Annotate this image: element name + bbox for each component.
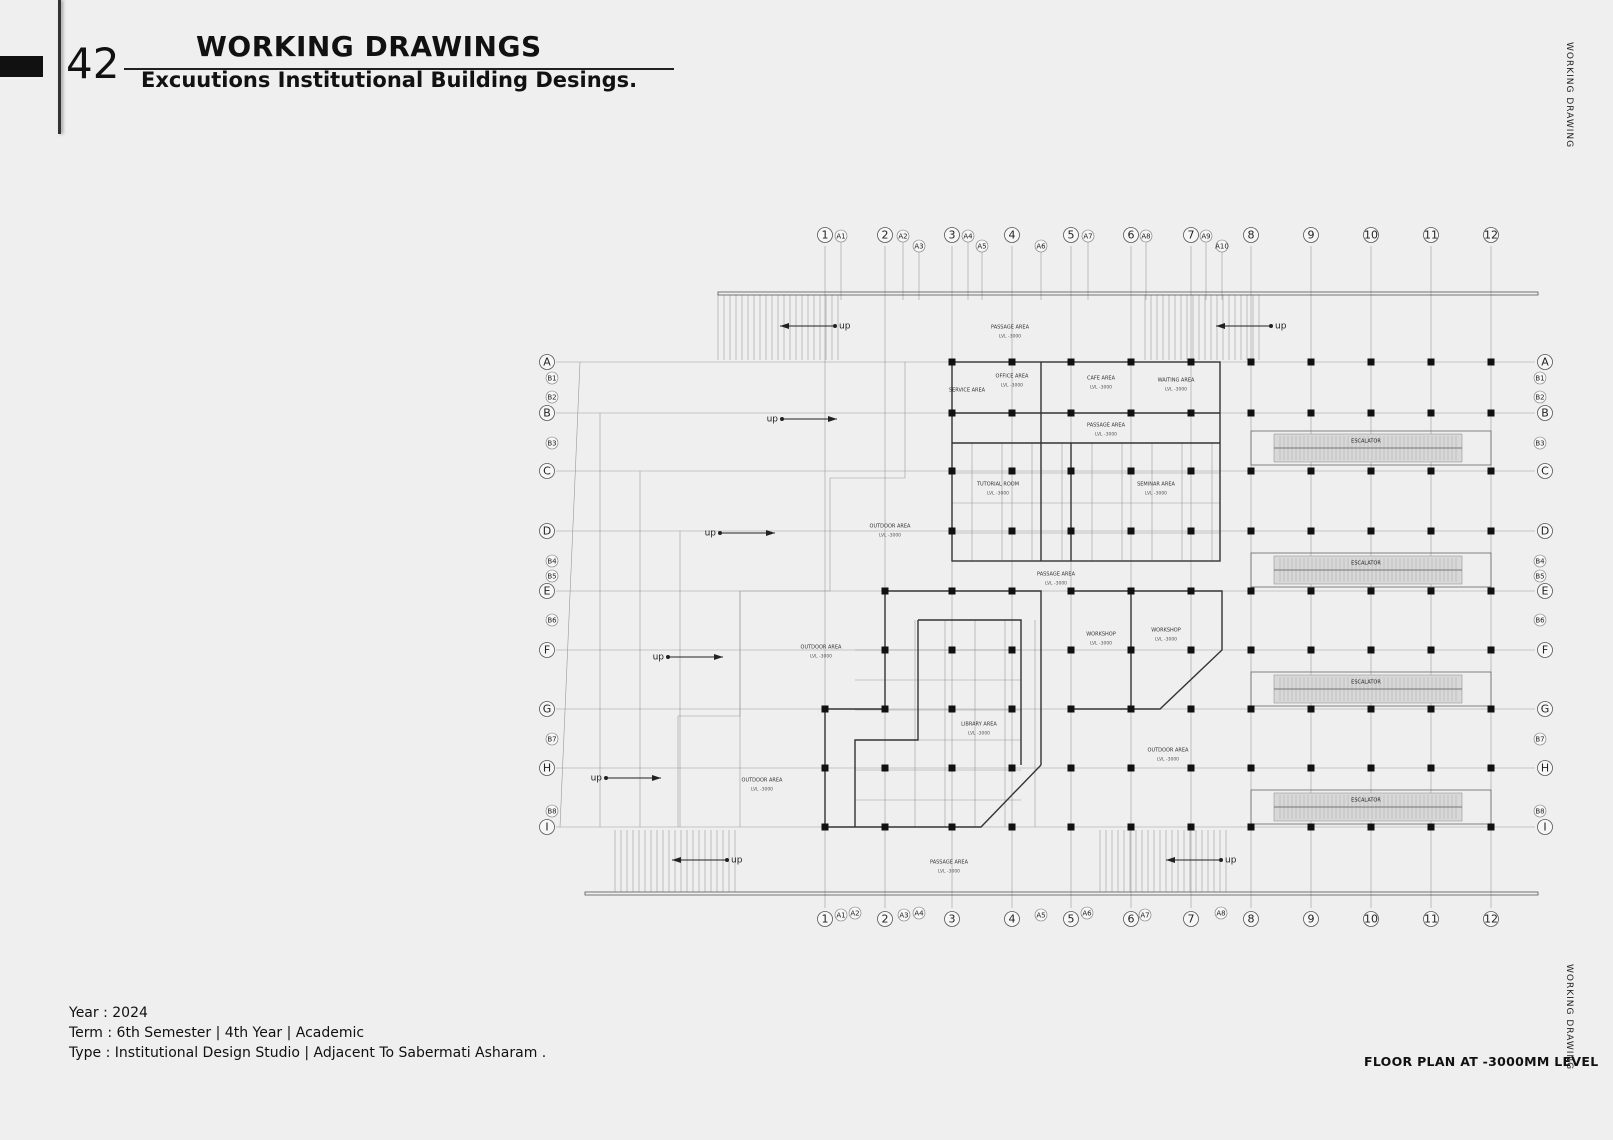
structural-column [1188, 468, 1195, 475]
structural-column [1248, 824, 1255, 831]
room-level-16: LVL -3000 [1156, 757, 1180, 763]
structural-column [822, 765, 829, 772]
side-label-bottom: WORKING DRAWING [1564, 964, 1574, 1071]
grid-label-top-11: 11 [1424, 228, 1438, 242]
subgrid-label-left-B1: B1 [547, 374, 557, 383]
grid-label-top-6: 6 [1127, 228, 1135, 242]
room-name-8: SEMINAR AREA [1137, 481, 1175, 488]
grid-label-bottom-8: 8 [1247, 912, 1255, 926]
structural-column [1428, 588, 1435, 595]
structural-column [1248, 647, 1255, 654]
stair-arrowhead [1216, 323, 1225, 329]
grid-label-right-G: G [1540, 702, 1550, 716]
stair-up-label-7: up [731, 855, 743, 866]
room-level-7: LVL -3000 [986, 491, 1010, 497]
structural-column [1188, 824, 1195, 831]
structural-column [1308, 468, 1315, 475]
lower-block-wall [885, 591, 1041, 765]
subgrid-label-right-B2: B2 [1535, 393, 1545, 402]
grid-label-top-4: 4 [1008, 228, 1016, 242]
room-name-12: WORKSHOP [1151, 627, 1181, 634]
room-level-11: LVL -3000 [1089, 641, 1113, 647]
subgrid-label-top-A3: A3 [914, 242, 924, 251]
grid-label-bottom-6: 6 [1127, 912, 1135, 926]
room-name-11: WORKSHOP [1086, 631, 1116, 638]
room-name-5: SERVICE AREA [948, 387, 986, 394]
structural-column [949, 528, 956, 535]
stair-arrowhead [828, 416, 837, 422]
stair-arrowhead [780, 323, 789, 329]
subgrid-label-left-B5: B5 [547, 572, 557, 581]
subgrid-label-right-B1: B1 [1535, 374, 1545, 383]
structural-column [1009, 588, 1016, 595]
structural-column [949, 824, 956, 831]
grid-label-bottom-9: 9 [1307, 912, 1315, 926]
grid-label-right-E: E [1541, 584, 1549, 598]
structural-column [1488, 588, 1495, 595]
structural-column [1248, 765, 1255, 772]
subgrid-label-bottom-A1: A1 [836, 911, 846, 920]
structural-column [1068, 588, 1075, 595]
structural-column [1128, 765, 1135, 772]
stair-arrowhead [652, 775, 661, 781]
structural-column [1248, 410, 1255, 417]
room-name-15: OUTDOOR AREA [741, 777, 783, 784]
structural-column [1368, 359, 1375, 366]
subgrid-label-top-A4: A4 [963, 232, 973, 241]
structural-column [949, 410, 956, 417]
structural-column [949, 588, 956, 595]
subgrid-label-left-B3: B3 [547, 439, 557, 448]
room-name-6: PASSAGE AREA [1087, 422, 1125, 429]
structural-column [1428, 468, 1435, 475]
room-name-4: WAITING AREA [1157, 377, 1195, 384]
structural-column [1128, 528, 1135, 535]
grid-label-left-E: E [543, 584, 551, 598]
subgrid-label-left-B8: B8 [547, 807, 557, 816]
grid-label-top-10: 10 [1364, 228, 1378, 242]
structural-column [1428, 647, 1435, 654]
project-term: Term : 6th Semester | 4th Year | Academic [69, 1025, 365, 1041]
side-label-top: WORKING DRAWING [1564, 42, 1574, 149]
stair-up-label-3: up [766, 414, 778, 425]
structural-column [1128, 410, 1135, 417]
room-name-16: OUTDOOR AREA [1147, 747, 1189, 754]
stair-up-label-2: up [1275, 321, 1287, 332]
grid-label-right-A: A [1541, 355, 1549, 369]
room-level-9: LVL -3000 [878, 533, 902, 539]
stair-up-label-6: up [590, 773, 602, 784]
subgrid-label-top-A2: A2 [898, 232, 908, 241]
subgrid-label-left-B7: B7 [547, 735, 557, 744]
structural-column [1368, 528, 1375, 535]
room-level-12: LVL -3000 [1154, 637, 1178, 643]
structural-column [882, 647, 889, 654]
structural-column [1128, 824, 1135, 831]
stair-dot [833, 324, 837, 328]
structural-column [1248, 706, 1255, 713]
bottom-boundary-wall [585, 892, 1538, 895]
structural-column [1488, 359, 1495, 366]
structural-column [1248, 528, 1255, 535]
library-inner-wall [918, 620, 1021, 765]
structural-column [1488, 765, 1495, 772]
project-type: Type : Institutional Design Studio | Adjacent To Sabermati Asharam . [69, 1045, 547, 1061]
structural-column [1308, 359, 1315, 366]
structural-column [949, 359, 956, 366]
structural-column [1428, 410, 1435, 417]
subgrid-label-bottom-A2: A2 [850, 909, 860, 918]
page-title: WORKING DRAWINGS [196, 30, 542, 63]
structural-column [1188, 765, 1195, 772]
structural-column [1488, 647, 1495, 654]
grid-label-bottom-12: 12 [1484, 912, 1498, 926]
grid-label-bottom-10: 10 [1364, 912, 1378, 926]
stair-up-label-8: up [1225, 855, 1237, 866]
room-name-9: OUTDOOR AREA [869, 523, 911, 530]
room-level-4: LVL -3000 [1164, 387, 1188, 393]
structural-column [1428, 706, 1435, 713]
grid-label-left-H: H [542, 761, 552, 775]
structural-column [1248, 588, 1255, 595]
grid-label-right-F: F [1541, 643, 1549, 657]
grid-label-top-5: 5 [1067, 228, 1075, 242]
grid-label-bottom-2: 2 [881, 912, 889, 926]
structural-column [1428, 765, 1435, 772]
grid-label-top-7: 7 [1187, 228, 1195, 242]
structural-column [1009, 410, 1016, 417]
subgrid-label-right-B5: B5 [1535, 572, 1545, 581]
escalator-label-4: ESCALATOR [1351, 797, 1381, 804]
structural-column [1068, 359, 1075, 366]
structural-column [1009, 468, 1016, 475]
structural-column [1009, 824, 1016, 831]
structural-column [882, 706, 889, 713]
structural-column [1068, 528, 1075, 535]
structural-column [1488, 824, 1495, 831]
grid-label-top-2: 2 [881, 228, 889, 242]
structural-column [1368, 765, 1375, 772]
subgrid-label-right-B6: B6 [1535, 616, 1545, 625]
terrace-outline [678, 362, 905, 827]
terrace-edge-1 [560, 362, 580, 827]
structural-column [1128, 647, 1135, 654]
structural-column [1368, 410, 1375, 417]
structural-column [1188, 588, 1195, 595]
room-name-10: PASSAGE AREA [1037, 571, 1075, 578]
subgrid-label-left-B2: B2 [547, 393, 557, 402]
subgrid-label-right-B8: B8 [1535, 807, 1545, 816]
grid-label-right-C: C [1541, 464, 1549, 478]
structural-column [1248, 359, 1255, 366]
structural-column [1068, 468, 1075, 475]
grid-label-bottom-11: 11 [1424, 912, 1438, 926]
structural-column [882, 824, 889, 831]
structural-column [949, 647, 956, 654]
grid-label-right-B: B [1541, 406, 1549, 420]
structural-column [1368, 468, 1375, 475]
subgrid-label-right-B4: B4 [1535, 557, 1545, 566]
stair-up-label-4: up [704, 528, 716, 539]
grid-label-top-9: 9 [1307, 228, 1315, 242]
structural-column [1308, 588, 1315, 595]
stair-arrowhead [714, 654, 723, 660]
structural-column [1308, 765, 1315, 772]
grid-label-left-G: G [542, 702, 552, 716]
subgrid-label-right-B3: B3 [1535, 439, 1545, 448]
structural-column [1188, 410, 1195, 417]
structural-column [1488, 468, 1495, 475]
escalator-label-2: ESCALATOR [1351, 560, 1381, 567]
room-level-3: LVL -3000 [1089, 385, 1113, 391]
subgrid-label-top-A8: A8 [1141, 232, 1151, 241]
structural-column [1368, 588, 1375, 595]
room-name-14: LIBRARY AREA [961, 721, 997, 728]
grid-label-bottom-5: 5 [1067, 912, 1075, 926]
page-subtitle: Excuutions Institutional Building Desings. [141, 68, 638, 92]
room-name-2: OFFICE AREA [995, 373, 1029, 380]
structural-column [1368, 824, 1375, 831]
structural-column [1488, 706, 1495, 713]
structural-column [1009, 765, 1016, 772]
subgrid-label-top-A5: A5 [977, 242, 987, 251]
structural-column [882, 765, 889, 772]
structural-column [1368, 647, 1375, 654]
grid-label-right-D: D [1540, 524, 1550, 538]
grid-label-left-C: C [543, 464, 551, 478]
structural-column [1488, 410, 1495, 417]
structural-column [1488, 528, 1495, 535]
structural-column [882, 588, 889, 595]
structural-column [1068, 824, 1075, 831]
structural-column [949, 706, 956, 713]
structural-column [1308, 528, 1315, 535]
structural-column [1428, 359, 1435, 366]
room-name-17: PASSAGE AREA [930, 859, 968, 866]
page-number: 42 [66, 39, 120, 88]
grid-label-top-1: 1 [821, 228, 829, 242]
subgrid-label-top-A1: A1 [836, 232, 846, 241]
structural-column [1308, 410, 1315, 417]
grid-label-left-A: A [543, 355, 551, 369]
structural-column [822, 824, 829, 831]
stair-dot [1219, 858, 1223, 862]
structural-column [1188, 528, 1195, 535]
grid-label-top-8: 8 [1247, 228, 1255, 242]
drawing-caption: FLOOR PLAN AT -3000MM LEVEL [1364, 1054, 1599, 1069]
grid-label-right-H: H [1540, 761, 1550, 775]
subgrid-label-bottom-A4: A4 [914, 909, 924, 918]
structural-column [1068, 706, 1075, 713]
subgrid-label-right-B7: B7 [1535, 735, 1545, 744]
subgrid-label-left-B6: B6 [547, 616, 557, 625]
structural-column [1188, 359, 1195, 366]
stair-arrowhead [1166, 857, 1175, 863]
escalator-label-1: ESCALATOR [1351, 438, 1381, 445]
grid-label-left-B: B [543, 406, 551, 420]
structural-column [1068, 647, 1075, 654]
room-name-7: TUTORIAL ROOM [976, 481, 1020, 488]
structural-column [822, 706, 829, 713]
structural-column [1308, 647, 1315, 654]
grid-label-top-3: 3 [948, 228, 956, 242]
room-level-13: LVL -3000 [809, 654, 833, 660]
escalator-label-3: ESCALATOR [1351, 679, 1381, 686]
subgrid-label-bottom-A5: A5 [1036, 911, 1046, 920]
room-level-10: LVL -3000 [1044, 581, 1068, 587]
structural-column [1428, 824, 1435, 831]
structural-column [1128, 588, 1135, 595]
room-level-14: LVL -3000 [967, 731, 991, 737]
grid-label-bottom-1: 1 [821, 912, 829, 926]
grid-label-left-D: D [542, 524, 552, 538]
room-level-15: LVL -3000 [750, 787, 774, 793]
subgrid-label-bottom-A8: A8 [1216, 909, 1226, 918]
subgrid-label-left-B4: B4 [547, 557, 557, 566]
structural-column [1188, 647, 1195, 654]
stair-up-label-5: up [652, 652, 664, 663]
grid-label-left-I: I [545, 820, 549, 834]
structural-column [1068, 765, 1075, 772]
room-name-13: OUTDOOR AREA [800, 644, 842, 651]
structural-column [1009, 706, 1016, 713]
structural-column [1308, 824, 1315, 831]
room-level-1: LVL -3000 [998, 334, 1022, 340]
stair-up-label-1: up [839, 321, 851, 332]
room-level-17: LVL -3000 [937, 869, 961, 875]
grid-label-right-I: I [1543, 820, 1547, 834]
grid-label-top-12: 12 [1484, 228, 1498, 242]
stair-dot [1269, 324, 1273, 328]
subgrid-label-bottom-A6: A6 [1082, 909, 1092, 918]
structural-column [1128, 706, 1135, 713]
room-name-1: PASSAGE AREA [991, 324, 1029, 331]
subgrid-label-bottom-A3: A3 [899, 911, 909, 920]
structural-column [1128, 468, 1135, 475]
structural-column [1188, 706, 1195, 713]
subgrid-label-top-A6: A6 [1036, 242, 1046, 251]
structural-column [1248, 468, 1255, 475]
room-level-6: LVL -3000 [1094, 432, 1118, 438]
subgrid-label-top-A9: A9 [1201, 232, 1211, 241]
stair-dot [725, 858, 729, 862]
stair-arrowhead [672, 857, 681, 863]
structural-column [949, 468, 956, 475]
structural-column [1009, 359, 1016, 366]
structural-column [1128, 359, 1135, 366]
project-year: Year : 2024 [69, 1005, 148, 1021]
grid-label-bottom-7: 7 [1187, 912, 1195, 926]
grid-label-left-F: F [543, 643, 551, 657]
room-level-8: LVL -3000 [1144, 491, 1168, 497]
structural-column [1009, 647, 1016, 654]
structural-column [949, 765, 956, 772]
grid-label-bottom-3: 3 [948, 912, 956, 926]
structural-column [1068, 410, 1075, 417]
subgrid-label-bottom-A7: A7 [1140, 911, 1150, 920]
structural-column [1009, 528, 1016, 535]
subgrid-label-top-A10: A10 [1215, 242, 1229, 251]
grid-label-bottom-4: 4 [1008, 912, 1016, 926]
structural-column [1428, 528, 1435, 535]
structural-column [1368, 706, 1375, 713]
room-name-3: CAFE AREA [1086, 375, 1116, 382]
subgrid-label-top-A7: A7 [1083, 232, 1093, 241]
structural-column [1308, 706, 1315, 713]
room-level-2: LVL -3000 [1000, 383, 1024, 389]
